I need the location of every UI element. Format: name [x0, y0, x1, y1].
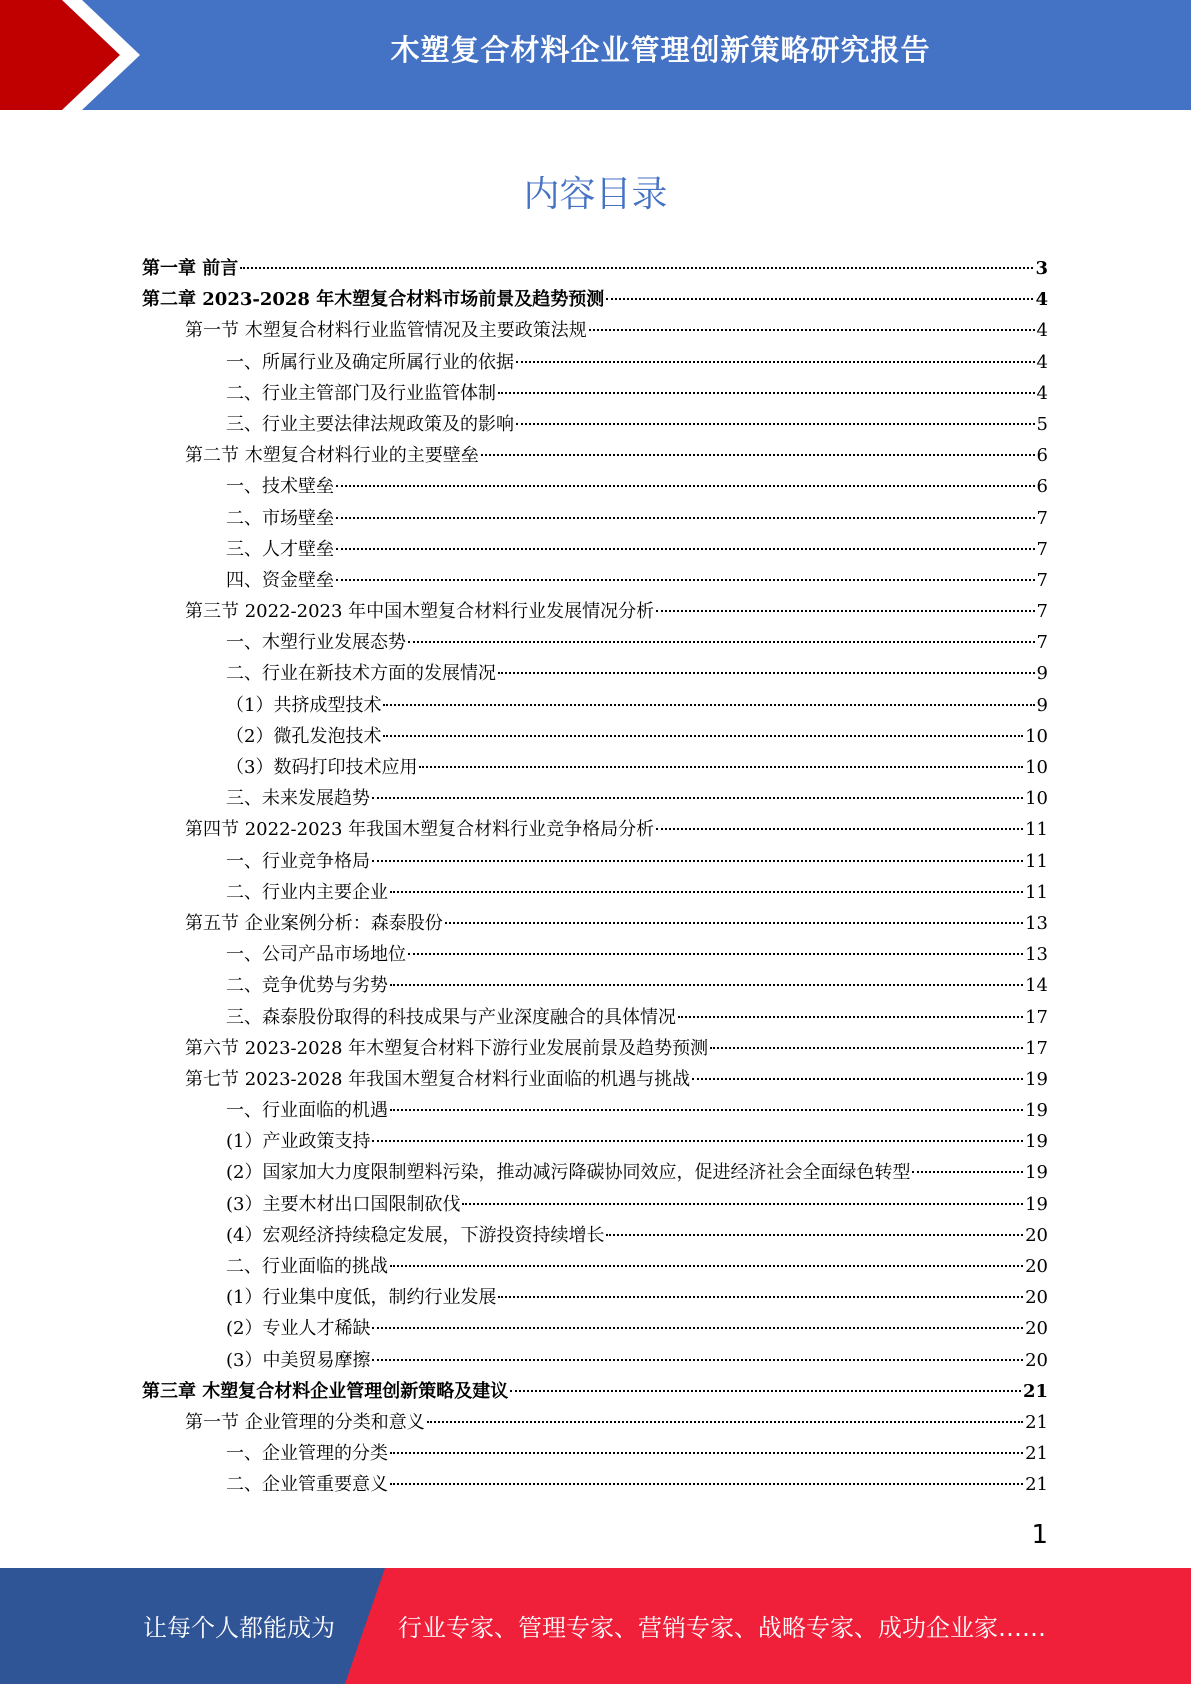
toc-entry[interactable]	[142, 1282, 1048, 1313]
toc-entry-label: 二、行业面临的挑战	[226, 1256, 388, 1277]
toc-entry-label: 第五节 企业案例分析：森泰股份	[185, 912, 443, 934]
toc-dot-leader	[372, 1327, 1023, 1329]
toc-entry-label: （1）共挤成型技术	[226, 694, 382, 716]
toc-dot-leader	[408, 641, 1035, 643]
toc-dot-leader	[390, 1452, 1023, 1454]
toc-entry-page: 20	[1025, 1349, 1048, 1371]
toc-entry-page: 4	[1036, 382, 1048, 404]
toc-entry-page: 20	[1025, 1287, 1048, 1309]
toc-entry-page: 20	[1025, 1318, 1048, 1340]
toc-dot-leader	[336, 485, 1035, 487]
toc-dot-leader	[516, 423, 1035, 425]
toc-entry-page: 10	[1025, 757, 1048, 778]
toc-entry-label: 一、所属行业及确定所属行业的依据	[226, 351, 514, 373]
toc-dot-leader	[336, 517, 1035, 519]
toc-entry[interactable]	[142, 1095, 1048, 1126]
toc-dot-leader	[589, 329, 1035, 331]
toc-entry[interactable]	[142, 1469, 1048, 1500]
toc-entry[interactable]	[142, 315, 1048, 346]
toc-dot-leader	[516, 361, 1035, 363]
toc-entry-label: 第三节 2022-2023 年中国木塑复合材料行业发展情况分析	[185, 601, 655, 623]
toc-entry-page: 4	[1035, 289, 1048, 311]
toc-entry-label: 二、行业内主要企业	[226, 881, 388, 903]
toc-dot-leader	[336, 579, 1035, 581]
toc-dot-leader	[419, 766, 1023, 768]
toc-entry-label: （2）微孔发泡技术	[226, 725, 382, 747]
toc-entry-page: 7	[1036, 507, 1048, 529]
toc-entry-page: 7	[1036, 601, 1048, 623]
toc-dot-leader	[390, 1483, 1023, 1485]
toc-entry-page: 20	[1025, 1224, 1048, 1246]
toc-entry-page: 6	[1036, 445, 1048, 467]
toc-entry-page: 19	[1025, 1131, 1048, 1153]
toc-dot-leader	[372, 1359, 1023, 1361]
toc-entry-label: 三、人才壁垒	[226, 538, 334, 560]
toc-entry[interactable]	[142, 752, 1048, 783]
toc-dot-leader	[372, 860, 1023, 862]
toc-entry-page: 6	[1036, 476, 1048, 498]
toc-dot-leader	[390, 891, 1023, 893]
toc-dot-leader	[656, 828, 1023, 830]
header-band	[0, 0, 1191, 110]
toc-entry[interactable]	[142, 1064, 1048, 1095]
footer-band	[0, 1568, 1191, 1684]
toc-entry[interactable]	[142, 284, 1048, 315]
toc-entry-page: 11	[1025, 881, 1048, 903]
toc-entry-label: 第二节 木塑复合材料行业的主要壁垒	[185, 445, 479, 467]
toc-entry-label: 第七节 2023-2028 年我国木塑复合材料行业面临的机遇与挑战	[185, 1068, 691, 1090]
toc-entry-label: 二、行业主管部门及行业监管体制	[226, 382, 496, 404]
toc-entry-label: 第三章 木塑复合材料企业管理创新策略及建议	[142, 1380, 509, 1402]
toc-entry[interactable]	[142, 1313, 1048, 1344]
toc-entry-label: (2）专业人才稀缺	[226, 1318, 371, 1340]
toc-entry[interactable]	[142, 658, 1048, 689]
toc-entry-label: 一、企业管理的分类	[226, 1443, 388, 1465]
toc-entry-label: 第一节 木塑复合材料行业监管情况及主要政策法规	[185, 320, 587, 342]
toc-entry[interactable]	[142, 378, 1048, 409]
toc-entry[interactable]	[142, 970, 1048, 1001]
toc-entry[interactable]	[142, 1220, 1048, 1251]
toc-entry-label: 一、技术壁垒	[226, 476, 334, 498]
toc-entry-label: 第四节 2022-2023 年我国木塑复合材料行业竞争格局分析	[185, 819, 655, 841]
toc-entry-label: (3）主要木材出口国限制砍伐	[226, 1193, 461, 1215]
toc-entry-page: 21	[1025, 1474, 1048, 1496]
toc-entry-label: 第一章 前言	[142, 258, 239, 279]
toc-dot-leader	[240, 267, 1033, 269]
toc-dot-leader	[692, 1078, 1023, 1080]
toc-entry-page: 11	[1025, 850, 1048, 872]
toc-entry[interactable]	[142, 1189, 1048, 1220]
toc-dot-leader	[481, 454, 1035, 456]
toc-dot-leader	[336, 548, 1035, 550]
footer-slogan-right: 行业专家、管理专家、营销专家、战略专家、成功企业家……	[398, 1614, 1046, 1642]
toc-entry-label: 三、森泰股份取得的科技成果与产业深度融合的具体情况	[226, 1006, 676, 1028]
toc-entry-label: 第六节 2023-2028 年木塑复合材料下游行业发展前景及趋势预测	[185, 1037, 709, 1059]
toc-entry-label: 第二章 2023-2028 年木塑复合材料市场前景及趋势预测	[142, 289, 605, 311]
toc-dot-leader	[372, 1140, 1023, 1142]
toc-entry-page: 19	[1025, 1162, 1048, 1184]
toc-dot-leader	[445, 922, 1023, 924]
toc-entry[interactable]	[142, 565, 1048, 596]
toc-dot-leader	[510, 1390, 1021, 1392]
toc-dot-leader	[390, 1265, 1023, 1267]
report-title: 木塑复合材料企业管理创新策略研究报告	[390, 33, 931, 67]
table-of-contents	[142, 253, 1048, 1501]
toc-entry[interactable]	[142, 814, 1048, 845]
toc-entry[interactable]	[142, 1126, 1048, 1157]
toc-entry[interactable]	[142, 846, 1048, 877]
toc-dot-leader	[498, 392, 1035, 394]
header-chevron-decoration	[0, 0, 160, 110]
toc-entry-page: 7	[1036, 538, 1048, 560]
toc-entry[interactable]	[142, 939, 1048, 970]
toc-dot-leader	[606, 1234, 1023, 1236]
toc-entry-page: 19	[1025, 1100, 1048, 1122]
toc-entry[interactable]	[142, 1438, 1048, 1469]
toc-entry-label: (4）宏观经济持续稳定发展，下游投资持续增长	[226, 1224, 605, 1246]
toc-dot-leader	[462, 1203, 1023, 1205]
toc-entry-page: 9	[1036, 663, 1048, 685]
toc-entry[interactable]	[142, 721, 1048, 752]
toc-entry[interactable]	[142, 471, 1048, 502]
toc-entry[interactable]	[142, 908, 1048, 939]
toc-entry-page: 5	[1036, 413, 1048, 435]
toc-entry-label: （3）数码打印技术应用	[226, 757, 418, 778]
toc-entry[interactable]	[142, 1251, 1048, 1282]
toc-dot-leader	[427, 1421, 1023, 1423]
toc-entry-page: 3	[1035, 258, 1048, 279]
toc-entry[interactable]	[142, 440, 1048, 471]
toc-entry-page: 7	[1036, 569, 1048, 591]
toc-entry-page: 21	[1022, 1380, 1048, 1402]
toc-entry[interactable]	[142, 627, 1048, 658]
toc-entry-page: 10	[1025, 788, 1048, 810]
toc-entry-page: 4	[1036, 320, 1048, 342]
toc-entry[interactable]	[142, 1157, 1048, 1188]
toc-dot-leader	[710, 1047, 1023, 1049]
toc-entry[interactable]	[142, 1345, 1048, 1376]
toc-entry-page: 19	[1025, 1068, 1048, 1090]
toc-entry[interactable]	[142, 877, 1048, 908]
toc-entry-label: 一、木塑行业发展态势	[226, 632, 406, 654]
toc-entry-page: 4	[1036, 351, 1048, 373]
toc-entry-page: 20	[1025, 1256, 1048, 1277]
toc-entry-label: 第一节 企业管理的分类和意义	[185, 1411, 425, 1433]
toc-dot-leader	[408, 953, 1023, 955]
footer-slogan-left: 让每个人都能成为	[143, 1614, 335, 1642]
toc-entry-label: 二、企业管重要意义	[226, 1474, 388, 1496]
toc-dot-leader	[390, 984, 1023, 986]
toc-entry-page: 13	[1025, 912, 1048, 934]
toc-entry[interactable]	[142, 1033, 1048, 1064]
toc-dot-leader	[656, 610, 1034, 612]
toc-entry[interactable]	[142, 1002, 1048, 1033]
toc-dot-leader	[498, 1296, 1023, 1298]
toc-entry-label: (1）行业集中度低，制约行业发展	[226, 1287, 497, 1309]
toc-dot-leader	[606, 298, 1033, 300]
toc-entry[interactable]	[142, 1407, 1048, 1438]
toc-entry-page: 9	[1036, 694, 1048, 716]
toc-entry[interactable]	[142, 347, 1048, 378]
toc-entry-label: 二、行业在新技术方面的发展情况	[226, 663, 496, 685]
toc-entry-label: 一、公司产品市场地位	[226, 944, 406, 966]
toc-dot-leader	[390, 1109, 1023, 1111]
toc-entry[interactable]	[142, 690, 1048, 721]
toc-entry-page: 17	[1025, 1037, 1048, 1059]
toc-entry-page: 14	[1025, 975, 1048, 997]
toc-heading: 内容目录	[523, 174, 668, 215]
toc-entry[interactable]	[142, 409, 1048, 440]
toc-entry-label: 二、市场壁垒	[226, 507, 334, 529]
toc-entry-page: 17	[1025, 1006, 1048, 1028]
toc-entry[interactable]	[142, 503, 1048, 534]
toc-entry[interactable]	[142, 1376, 1048, 1407]
toc-entry-label: (2）国家加大力度限制塑料污染，推动减污降碳协同效应，促进经济社会全面绿色转型	[226, 1162, 911, 1184]
page-number: 1	[1031, 1520, 1048, 1550]
toc-entry-page: 7	[1036, 632, 1048, 654]
toc-entry-page: 19	[1025, 1193, 1048, 1215]
toc-entry-page: 21	[1025, 1411, 1048, 1433]
toc-entry-label: 三、未来发展趋势	[226, 788, 370, 810]
toc-entry-label: (1）产业政策支持	[226, 1131, 371, 1153]
toc-entry-page: 11	[1025, 819, 1048, 841]
toc-dot-leader	[372, 797, 1023, 799]
toc-entry-page: 21	[1025, 1443, 1048, 1465]
toc-dot-leader	[912, 1171, 1023, 1173]
toc-entry-label: (3）中美贸易摩擦	[226, 1349, 371, 1371]
toc-dot-leader	[678, 1016, 1023, 1018]
toc-dot-leader	[383, 704, 1034, 706]
toc-entry-label: 一、行业面临的机遇	[226, 1100, 388, 1122]
toc-entry[interactable]	[142, 534, 1048, 565]
toc-entry-label: 一、行业竞争格局	[226, 850, 370, 872]
toc-entry-label: 二、竞争优势与劣势	[226, 975, 388, 997]
toc-entry-label: 四、资金壁垒	[226, 569, 334, 591]
toc-entry-page: 10	[1025, 725, 1048, 747]
toc-dot-leader	[383, 735, 1023, 737]
toc-dot-leader	[498, 672, 1035, 674]
toc-entry[interactable]	[142, 253, 1048, 284]
toc-entry-label: 三、行业主要法律法规政策及的影响	[226, 413, 514, 435]
toc-entry-page: 13	[1025, 944, 1048, 966]
toc-entry[interactable]	[142, 596, 1048, 627]
toc-entry[interactable]	[142, 783, 1048, 814]
